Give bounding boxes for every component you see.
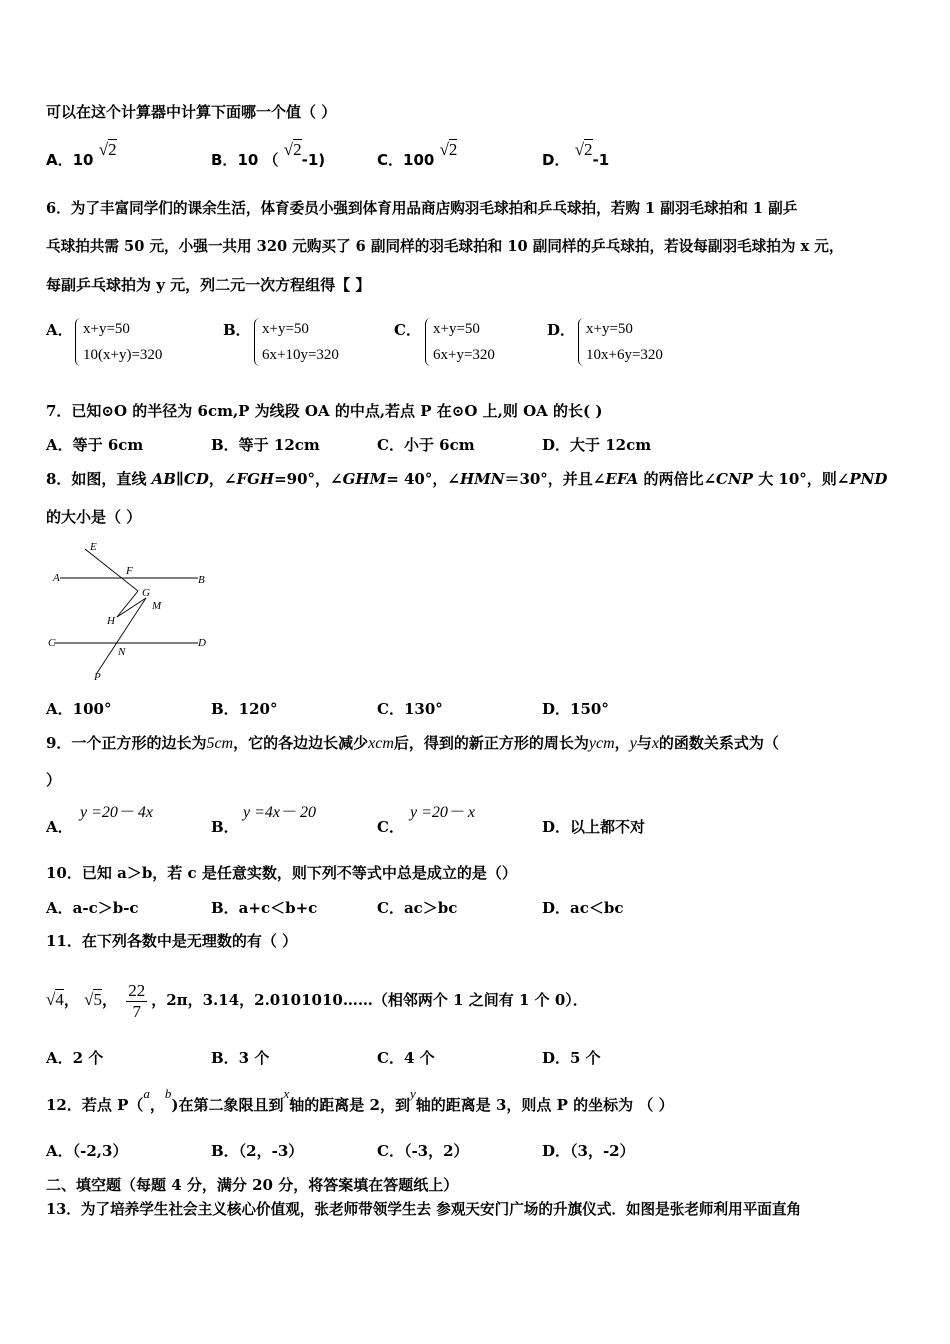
- q9-stem-line1: 9．一个正方形的边长为5cm，它的各边边长减少xcm后，得到的新正方形的周长为ycm，y与x的函数关系式为（: [46, 734, 779, 752]
- q11-stem: 11．在下列各数中是无理数的有（ ）: [46, 932, 298, 950]
- sqrt-icon: √: [574, 140, 585, 159]
- q8-geometry-figure: [40, 535, 220, 685]
- q7-stem: 7．已知⊙O 的半径为 6cm,P 为线段 OA 的中点,若点 P 在⊙O 上,则 OA 的长( ): [46, 402, 603, 420]
- q8-option-b: B．120°: [211, 700, 278, 718]
- q11-option-d: D．5 个: [542, 1049, 601, 1067]
- q12-option-a: A．（-2,3）: [46, 1142, 128, 1160]
- label-f: F: [126, 565, 133, 577]
- sqrt-icon: √: [283, 140, 294, 159]
- q7-option-a: A．等于 6cm: [46, 436, 144, 454]
- brace-icon: [254, 318, 261, 366]
- label-p: P: [94, 671, 101, 683]
- q6-option-c-label: C．: [394, 321, 421, 339]
- q7-option-b: B．等于 12cm: [211, 436, 320, 454]
- q11-numbers: √4， √5， $\frac{22}{7}$ ，2π，3.14，2.0101010……（相邻两个 1 之间有 1 个 0）．: [46, 980, 588, 1021]
- q9-option-b-expr: y =4x－ 20: [243, 804, 317, 821]
- transversal-mp: [97, 598, 146, 673]
- q10-option-b: B．a+c＜b+c: [211, 899, 318, 917]
- q12-option-b: B．（2，-3）: [211, 1142, 304, 1160]
- q9-option-b-label: B．: [211, 818, 239, 836]
- q10-option-c: C．ac＞bc: [377, 899, 458, 917]
- q7-option-d: D．大于 12cm: [542, 436, 652, 454]
- q11-option-b: B．3 个: [211, 1049, 270, 1067]
- q5-stem: 可以在这个计算器中计算下面哪一个值（ ）: [46, 103, 337, 121]
- sqrt-icon: √: [98, 140, 109, 159]
- q6-option-d-system: x+y=50 10x+6y=320: [586, 316, 663, 368]
- label-g: G: [142, 587, 150, 599]
- q6-option-d-label: D．: [547, 321, 576, 339]
- label-d: D: [198, 637, 206, 649]
- q6-option-a-system: x+y=50 10(x+y)=320: [83, 316, 162, 368]
- q5-option-c: C．100 √2: [377, 140, 458, 169]
- q6-stem-line3: 每副乒乓球拍为 y 元，列二元一次方程组得【 】: [46, 276, 371, 294]
- label-n: N: [118, 646, 126, 658]
- label-c: C: [48, 637, 56, 649]
- segment-gh: [117, 591, 138, 617]
- q8-option-a: A．100°: [46, 700, 112, 718]
- q6-stem-line1: 6．为了丰富同学们的课余生活，体育委员小强到体育用品商店购羽毛球拍和乒乓球拍，若购 1 副羽毛球拍和 1 副乒: [46, 200, 798, 217]
- q6-option-b-system: x+y=50 6x+10y=320: [262, 316, 339, 368]
- label-b: B: [198, 574, 205, 586]
- label-h: H: [107, 615, 115, 627]
- label-m: M: [152, 600, 162, 612]
- q9-option-c-expr: y =20－ x: [410, 804, 476, 821]
- q9-option-a-label: A．: [46, 818, 73, 836]
- q9-stem-line2: ）: [46, 771, 62, 789]
- q7-option-c: C．小于 6cm: [377, 436, 475, 454]
- q6-stem-line2: 乓球拍共需 50 元，小强一共用 320 元购买了 6 副同样的羽毛球拍和 10 副同样的乒乓球拍，若设每副羽毛球拍为 x 元，: [46, 238, 844, 255]
- q9-option-c-label: C．: [377, 818, 404, 836]
- brace-icon: [425, 318, 432, 366]
- q5-option-d: D． √2-1: [542, 140, 610, 169]
- label-a: A: [53, 572, 60, 584]
- fraction-22-7: $\frac{22}{7}$: [128, 980, 146, 1021]
- section-heading-fill-in: 二、填空题（每题 4 分，满分 20 分，将答案填在答题纸上）: [46, 1176, 459, 1194]
- label-e: E: [90, 541, 97, 553]
- q8-stem-line2: 的大小是（ ）: [46, 508, 142, 526]
- q8-option-c: C．130°: [377, 700, 443, 718]
- q6-option-b-label: B．: [223, 321, 251, 339]
- q8-option-d: D．150°: [542, 700, 609, 718]
- sqrt-icon: √: [439, 140, 449, 159]
- q11-option-a: A．2 个: [46, 1049, 104, 1067]
- sqrt-icon: √: [46, 990, 56, 1009]
- q6-option-a-label: A．: [46, 321, 73, 339]
- q10-option-a: A．a-c＞b-c: [46, 899, 139, 917]
- q13-stem: 13．为了培养学生社会主义核心价值观，张老师带领学生去 参观天安门广场的升旗仪式．如图是张老师利用平面直角: [46, 1201, 802, 1218]
- sqrt-icon: √: [84, 990, 94, 1009]
- brace-icon: [75, 318, 82, 366]
- q9-option-a-expr: y =20－ 4x: [80, 804, 154, 821]
- q9-option-d: D．以上都不对: [542, 818, 646, 836]
- q12-stem: 12．若点 P（a，b)在第二象限且到x轴的距离是 2，到y轴的距离是 3，则点 P 的坐标为 （ ）: [46, 1086, 674, 1114]
- q12-option-d: D．（3，-2）: [542, 1142, 635, 1160]
- q5-option-a: A．10 √2: [46, 140, 117, 169]
- q6-option-c-system: x+y=50 6x+y=320: [433, 316, 495, 368]
- q12-option-c: C．（-3，2）: [377, 1142, 469, 1160]
- brace-icon: [578, 318, 585, 366]
- segment-hm: [117, 598, 146, 617]
- q11-option-c: C．4 个: [377, 1049, 435, 1067]
- q10-stem: 10．已知 a＞b，若 c 是任意实数，则下列不等式中总是成立的是（）: [46, 864, 517, 882]
- q8-stem-line1: 8．如图，直线 AB∥CD，∠FGH=90°，∠GHM= 40°，∠HMN＝30°，并且∠EFA 的两倍比∠CNP 大 10°，则∠PND: [46, 470, 888, 488]
- q10-option-d: D．ac＜bc: [542, 899, 624, 917]
- q5-option-b: B．10 （ √2-1): [211, 140, 326, 169]
